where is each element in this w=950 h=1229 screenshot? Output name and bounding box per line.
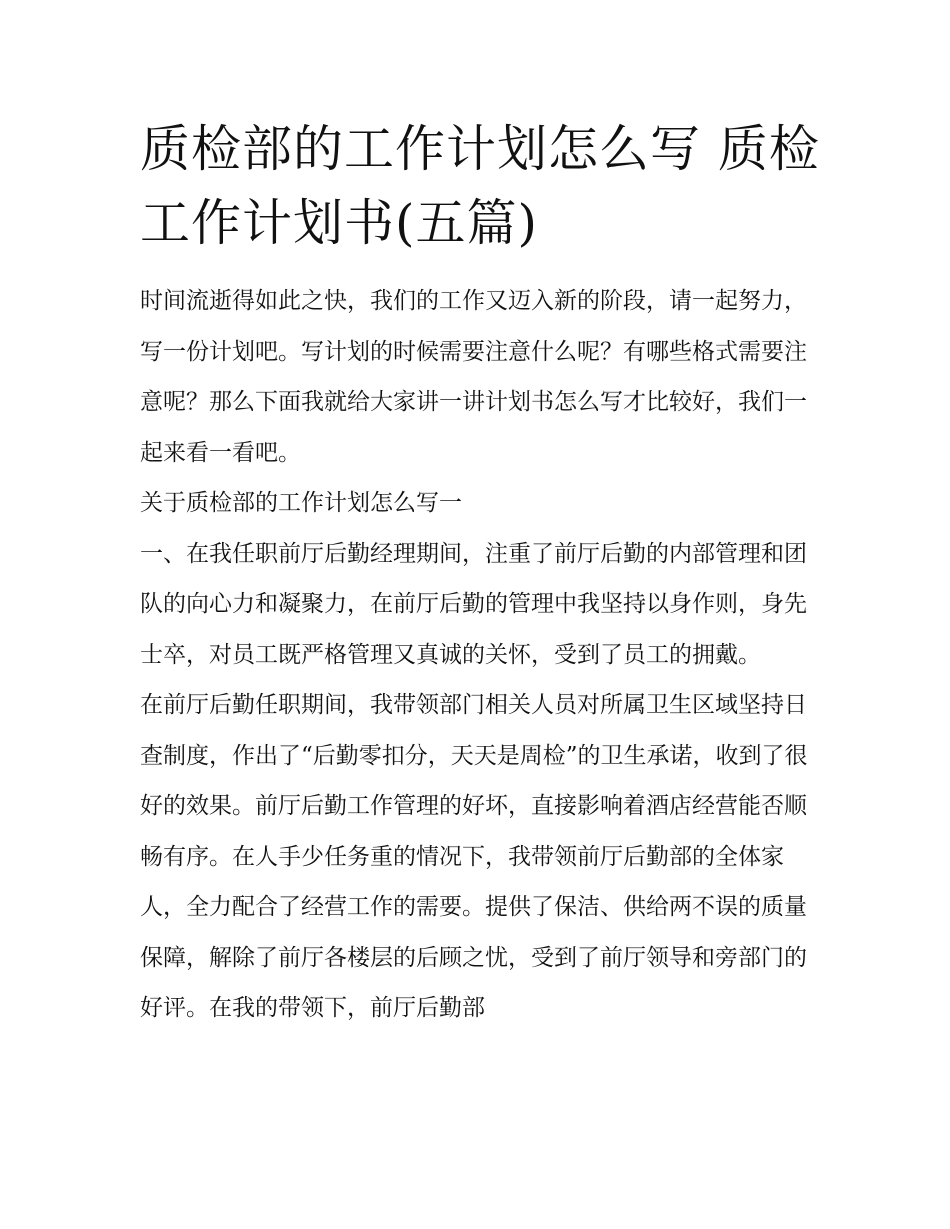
paragraph-intro: 时间流逝得如此之快，我们的工作又迈入新的阶段，请一起努力，写一份计划吧。写计划的时候需要注意什么呢？有哪些格式需要注意呢？那么下面我就给大家讲一讲计划书怎么写才比较好，我们一起来看一看吧。 <box>140 288 807 466</box>
section-heading: 关于质检部的工作计划怎么写一 <box>140 490 462 516</box>
paragraph-1: 一、在我任职前厅后勤经理期间，注重了前厅后勤的内部管理和团队的向心力和凝聚力，在前厅后勤的管理中我坚持以身作则，身先士卒，对员工既严格管理又真诚的关怀，受到了员工的拥戴。 <box>140 540 807 668</box>
paragraph-2: 在前厅后勤任职期间，我带领部门相关人员对所属卫生区域坚持日查制度，作出了“后勤零扣分，天天是周检”的卫生承诺，收到了很好的效果。前厅后勤工作管理的好坏，直接影响着酒店经营能否顺畅有序。在人手少任务重的情况下，我带领前厅后勤部的全体家人，全力配合了经营工作的需要。提供了保洁、供给两不误的质量保障，解除了前厅各楼层的后顾之忧，受到了前厅领导和旁部门的好评。在我的带领下，前厅后勤部 <box>140 692 808 1021</box>
document-title: 质检部的工作计划怎么写 质检工作计划书(五篇) <box>140 120 820 252</box>
document-body <box>140 276 812 1034</box>
